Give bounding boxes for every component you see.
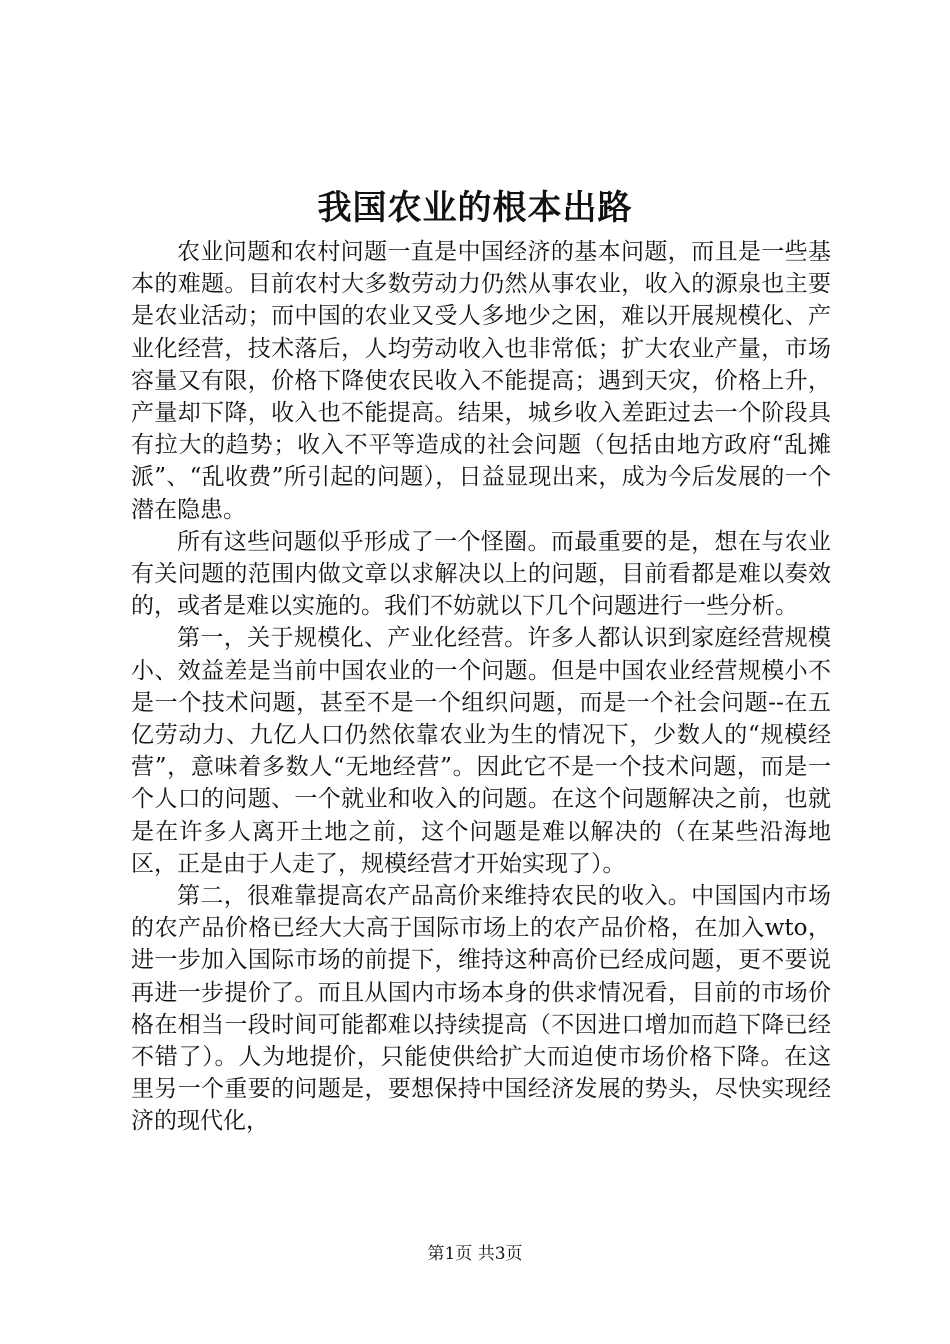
paragraph-3: 第一，关于规模化、产业化经营。许多人都认识到家庭经营规模小、效益差是当前中国农业的一个问题。但是中国农业经营规模小不是一个技术问题，甚至不是一个组织问题，而是一个社会问题--在五亿劳动力、九亿人口仍然依靠农业为生的情况下，少数人的“规模经营”，意味着多数人“无地经营”。因此它不是一个技术问题，而是一个人口的问题、一个就业和收入的问题。在这个问题解决之前，也就是在许多人离开土地之前，这个问题是难以解决的（在某些沿海地区，正是由于人走了，规模经营才开始实现了）。 (131, 625, 831, 877)
paragraph-1: 农业问题和农村问题一直是中国经济的基本问题，而且是一些基本的难题。目前农村大多数劳动力仍然从事农业，收入的源泉也主要是农业活动；而中国的农业又受人多地少之困，难以开展规模化、产业化经营，技术落后，人均劳动收入也非常低；扩大农业产量，市场容量又有限，价格下降使农民收入不能提高；遇到天灾，价格上升，产量却下降，收入也不能提高。结果，城乡收入差距过去一个阶段具有拉大的趋势；收入不平等造成的社会问题（包括由地方政府“乱摊派”、“乱收费”所引起的问题），日益显现出来，成为今后发展的一个潜在隐患。 (131, 239, 831, 523)
document-title: 我国农业的根本出路 (317, 188, 633, 228)
paragraph-4: 第二，很难靠提高农产品高价来维持农民的收入。中国国内市场的农产品价格已经大大高于国际市场上的农产品价格，在加入wto，进一步加入国际市场的前提下，维持这种高价已经成问题，更不要说再进一步提价了。而且从国内市场本身的供求情况看，目前的市场价格在相当一段时间可能都难以持续提高（不因进口增加而趋下降已经不错了）。人为地提价，只能使供给扩大而迫使市场价格下降。在这里另一个重要的问题是，要想保持中国经济发展的势头，尽快实现经济的现代化， (131, 883, 831, 1135)
paragraph-2: 所有这些问题似乎形成了一个怪圈。而最重要的是，想在与农业有关问题的范围内做文章以求解决以上的问题，目前看都是难以奏效的，或者是难以实施的。我们不妨就以下几个问题进行一些分析。 (131, 528, 831, 620)
page-footer: 第1页 共3页 (427, 1244, 523, 1264)
document-body (131, 236, 831, 1138)
